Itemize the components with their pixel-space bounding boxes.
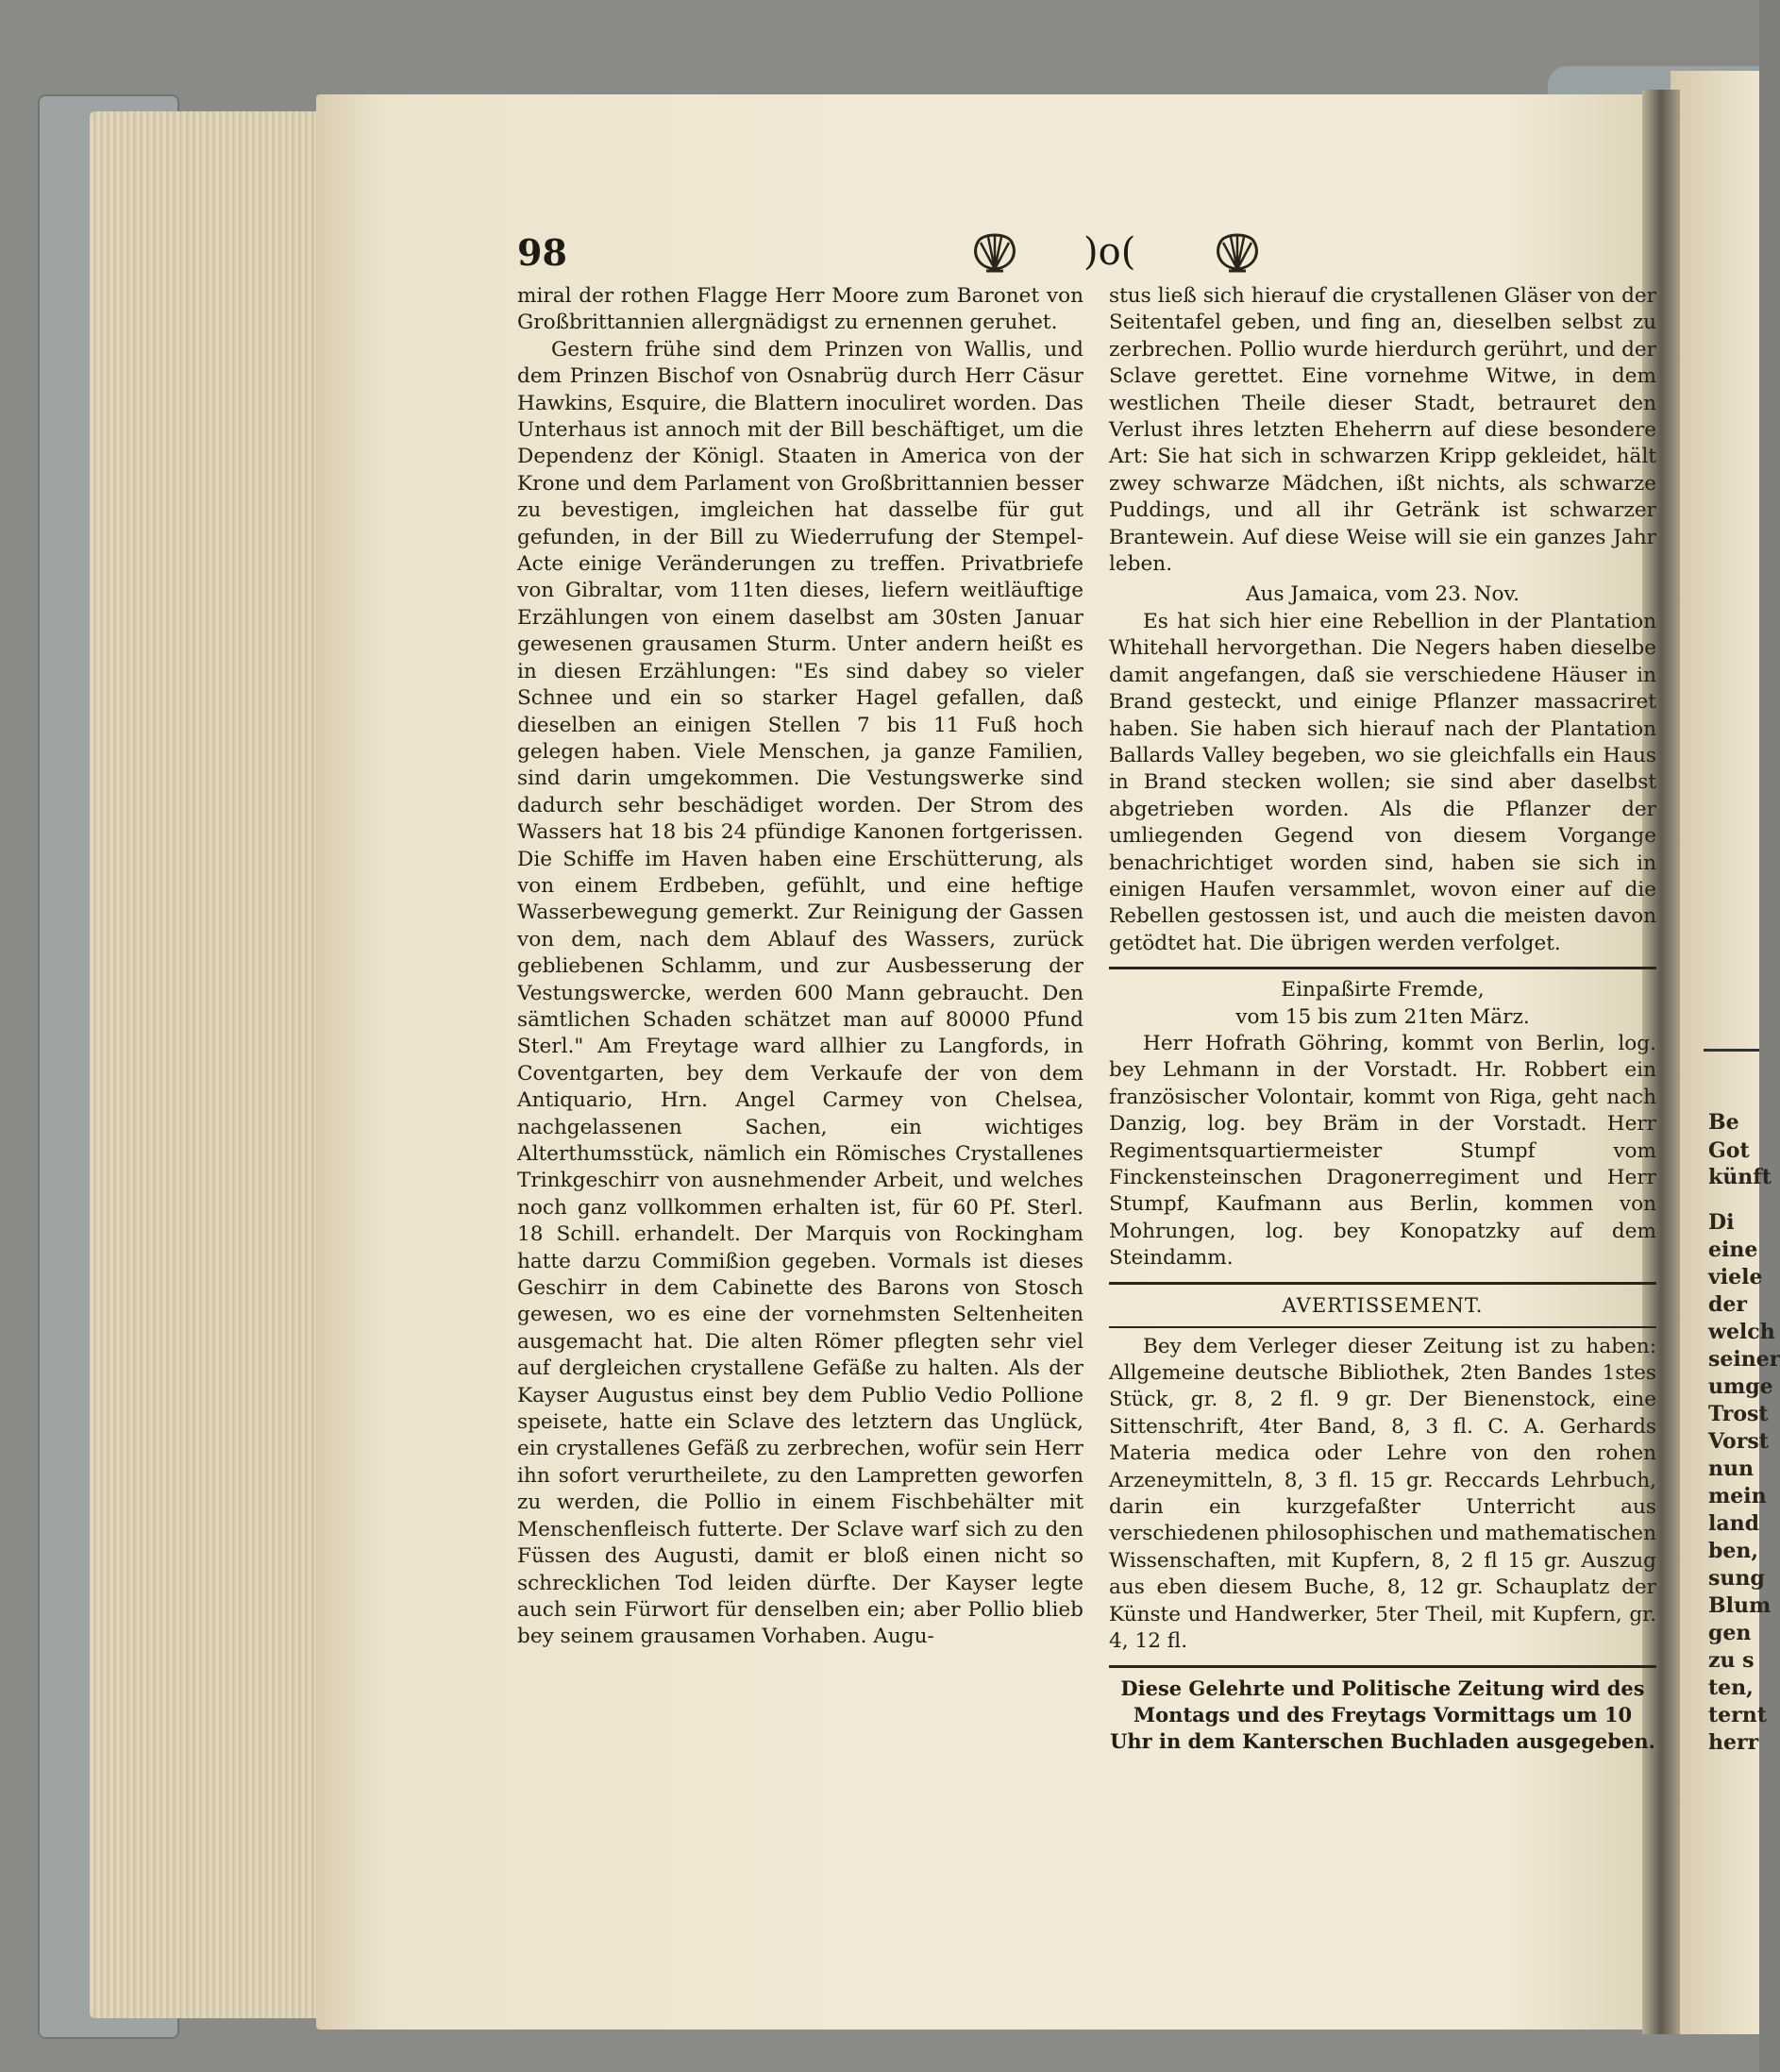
publication-notice: Diese Gelehrte und Politische Zeitung wird des Montags und des Freytags Vormittags um 10 Uhr in dem Kanterschen Buchladen ausgegeben. xyxy=(1110,1676,1655,1753)
next-page-fragment: der xyxy=(1708,1292,1747,1317)
section-rule xyxy=(1109,967,1656,969)
next-page-fragment: ternt xyxy=(1708,1703,1767,1727)
next-page-fragment: herr xyxy=(1708,1730,1759,1755)
arrivals-paragraph: Herr Hofrath Göhring, kommt von Berlin, log. bey Lehmann in der Vorstadt. Hr. Robbert ein französischer Volontair, kommt von Riga, geht nach Danzig, log. bey Bräm in der Vorstadt. Herr Regimentsquartiermeister Stumpf vom Finckensteinschen Dragonerregiment und Herr Stumpf, Kaufmann aus Berlin, kommen von Mohrungen, log. bey Konopatzky auf dem Steindamm. xyxy=(1109,1031,1656,1271)
next-page-fragment: künft xyxy=(1708,1165,1772,1189)
next-page-fragment: seiner xyxy=(1708,1347,1780,1372)
ornament-icon xyxy=(967,231,1022,275)
page-number: 98 xyxy=(517,231,567,274)
center-divider-mark: )o( xyxy=(1083,230,1136,274)
section-rule xyxy=(1109,1282,1656,1285)
next-page-fragment: nun xyxy=(1708,1457,1754,1481)
page-edges xyxy=(90,111,326,2018)
next-page-fragment: Trost xyxy=(1708,1402,1769,1426)
avertissement-heading: AVERTISSEMENT. xyxy=(1282,1293,1484,1317)
next-page-fragment: mein xyxy=(1708,1484,1767,1508)
next-page-fragment: ten, xyxy=(1708,1676,1754,1700)
next-page-fragment: zu s xyxy=(1708,1648,1755,1673)
section-rule xyxy=(1109,1665,1656,1668)
section-rule xyxy=(1109,1326,1656,1328)
next-page-fragment: Got xyxy=(1708,1138,1750,1163)
next-page-rule xyxy=(1704,1049,1759,1052)
next-page-fragment: sung xyxy=(1708,1566,1765,1591)
article-paragraph: miral der rothen Flagge Herr Moore zum Baronet von Großbrittannien allergnädigst zu ernennen geruhet. xyxy=(517,284,1083,335)
next-page-fragment: Blum xyxy=(1708,1593,1772,1618)
next-page-fragment: eine xyxy=(1708,1238,1758,1262)
avertissement-paragraph: Bey dem Verleger dieser Zeitung ist zu haben: Allgemeine deutsche Bibliothek, 2ten Bandes 1stes Stück, gr. 8, 2 fl. 9 gr. Der Bienenstock, eine Sittenschrift, 4ter Band, 8, 3 fl. C. A. Gerhards Materia medica oder Lehre von den rohen Arzeneymitteln, 8, 3 fl. 15 gr. Reccards Lehrbuch, darin ein kurzgefaßter Unterricht aus verschiedenen philosophischen und mathematischen Wissenschaften, mit Kupfern, 8, 2 fl 15 gr. Auszug aus eben diesem Buche, 8, 12 gr. Schauplatz der Künste und Handwerker, 5ter Theil, mit Kupfern, gr. 4, 12 fl. xyxy=(1109,1334,1656,1654)
article-paragraph: stus ließ sich hierauf die crystallenen Gläser von der Seitentafel geben, und fing an, dieselben selbst zu zerbrechen. Pollio wurde hierdurch gerührt, und der Sclave gerettet. Eine vornehme Witwe, in dem westlichen Theile dieser Stadt, betrauret den Verlust ihres letzten Eheherrn auf diese besondere Art: Sie hat sich in schwarzen Kripp gekleidet, hält zwey schwarze Mädchen, ißt nichts, als schwarze Puddings, und all ihr Getränk ist schwarzer Brantewein. Auf diese Weise will sie ein ganzes Jahr leben. xyxy=(1109,284,1656,577)
next-page-fragment: Be xyxy=(1708,1110,1739,1135)
next-page-fragment: Di xyxy=(1708,1210,1735,1235)
left-column xyxy=(517,283,1083,1651)
jamaica-heading: Aus Jamaica, vom 23. Nov. xyxy=(1245,582,1520,607)
next-page-fragment: umge xyxy=(1708,1374,1773,1399)
ornament-icon xyxy=(1210,231,1265,275)
next-page-fragment: Vorst xyxy=(1708,1429,1769,1454)
next-page-fragment: welch xyxy=(1708,1320,1775,1344)
arrivals-date-range: vom 15 bis zum 21ten März. xyxy=(1235,1004,1530,1029)
article-paragraph: Gestern frühe sind dem Prinzen von Wallis, und dem Prinzen Bischof von Osnabrüg durch Herr Cäsur Hawkins, Esquire, die Blattern inoculiret worden. Das Unterhaus ist annoch mit der Bill beschäftiget, um die Dependenz der Königl. Staaten in America von der Krone und dem Parlament von Großbrittannien besser zu bevestigen, imgleichen hat dasselbe für gut gefunden, in der Bill zu Wiederrufung der Stempel-Acte einige Veränderungen zu treffen. Privatbriefe von Gibraltar, vom 11ten dieses, liefern weitläuftige Erzählungen von einem daselbst am 30sten Januar gewesenen grausamen Sturm. Unter andern heißt es in diesen Erzählungen: "Es sind dabey so vieler Schnee und ein so starker Hagel gefallen, daß dieselben an einigen Stellen 7 bis 11 Fuß hoch gelegen haben. Viele Menschen, ja ganze Familien, sind darin umgekommen. Die Vestungswerke sind dadurch sehr beschädiget worden. Der Strom des Wassers hat 18 bis 24 pfündige Kanonen fortgerissen. Die Schiffe im Haven haben eine Erschütterung, als von einem Erdbeben, gefühlt, und eine heftige Wasserbewegung gemerkt. Zur Reinigung der Gassen von dem, nach dem Ablauf des Wassers, zurück gebliebenen Schlamm, und zur Ausbesserung der Vestungswercke, werden 600 Mann gebraucht. Den sämtlichen Schaden schätzet man auf 80000 Pfund Sterl." Am Freytage ward allhier zu Langfords, in Coventgarten, bey dem Verkaufe der von dem Antiquario, Hrn. Angel Carmey von Chelsea, nachgelassenen Sachen, ein wichtiges Alterthumsstück, nämlich ein Römisches Crystallenes Trinkgeschirr von ausnehmender Arbeit, und welches noch ganz vollkommen erhalten ist, für 60 Pf. Sterl. 18 Schill. erhandelt. Der Marquis von Rockingham hatte darzu Commißion gegeben. Vormals ist dieses Geschirr in dem Cabinette des Barons von Stosch gewesen, wo es eine der vornehmsten Seltenheiten ausgemacht hat. Die alten Römer pflegten sehr viel auf dergleichen crystallene Gefäße zu halten. Als der Kayser Augustus einst bey dem Publio Vedio Pollione speisete, hatte ein Sclave des letztern das Unglück, ein crystallenes Gefäß zu zerbrechen, wofür sein Herr ihn sofort verurtheilete, zu den Lampretten geworfen zu werden, die Pollio in einem Fischbehälter mit Menschenfleisch futterte. Der Sclave warf sich zu den Füssen des Augusti, damit er bloß einen nicht so schrecklichen Tod leiden dürfte. Der Kayser legte auch sein Fürwort für denselben ein; aber Pollio blieb bey seinem grausamen Vorhaben. Augu- xyxy=(517,337,1083,1649)
next-page-fragment: gen xyxy=(1708,1621,1752,1645)
arrivals-heading: Einpaßirte Fremde, xyxy=(1281,978,1485,1002)
next-page-fragment: ben, xyxy=(1708,1539,1759,1563)
next-page-fragment: viele xyxy=(1708,1265,1763,1289)
next-page-fragment: land xyxy=(1708,1511,1759,1536)
right-column xyxy=(1109,283,1656,1755)
jamaica-paragraph: Es hat sich hier eine Rebellion in der Plantation Whitehall hervorgethan. Die Negers haben dieselbe damit angefangen, daß sie verschiedene Häuser in Brand gesteckt, und einige Pflanzer massacriret haben. Sie haben sich hierauf nach der Plantation Ballards Valley begeben, wo sie gleichfalls ein Haus in Brand stecken wollen; sie sind aber daselbst abgetrieben worden. Als die Pflanzer der umliegenden Gegend von diesem Vorgange benachrichtiget worden sind, haben sie sich in einigen Haufen versammlet, wovon einer auf die Rebellen gestossen ist, und auch die meisten davon getödtet hat. Die übrigen werden verfolget. xyxy=(1109,609,1656,955)
